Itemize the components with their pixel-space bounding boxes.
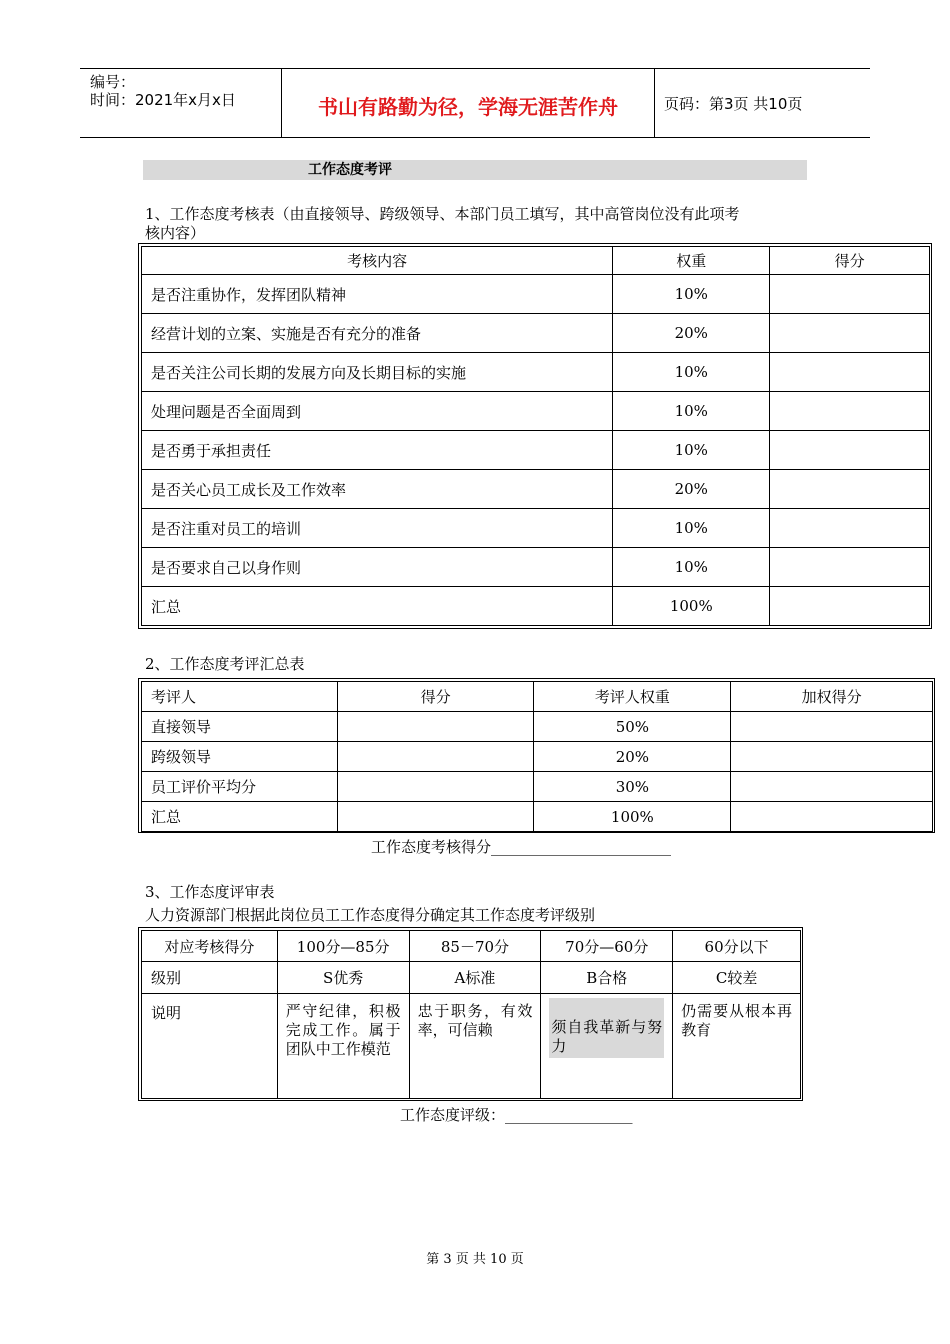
row-header: 说明 [142, 994, 278, 1099]
table-header-row [142, 247, 930, 275]
weight-cell: 50% [534, 712, 731, 742]
page-info: 页码：第3页 共10页 [664, 95, 803, 113]
weight-cell: 20% [613, 470, 770, 509]
level-cell: S优秀 [277, 962, 409, 994]
table-row [142, 392, 930, 431]
score-cell[interactable] [770, 353, 930, 392]
weighted-score-cell[interactable] [731, 802, 933, 832]
score-range-row [142, 931, 801, 962]
description-row [142, 994, 801, 1099]
assessment-item: 是否注重对员工的培训 [142, 509, 613, 548]
level-row [142, 962, 801, 994]
score-cell[interactable] [770, 548, 930, 587]
weight-cell: 10% [613, 509, 770, 548]
column-header: 考评人 [142, 682, 338, 712]
column-header: 得分 [770, 247, 930, 275]
row-header: 对应考核得分 [142, 931, 278, 962]
score-range-cell: 85－70分 [409, 931, 541, 962]
weight-cell: 10% [613, 353, 770, 392]
row-header: 级别 [142, 962, 278, 994]
description-cell: 仍需要从根本再教育 [673, 994, 801, 1099]
weight-cell: 30% [534, 772, 731, 802]
table-row [142, 353, 930, 392]
score-cell[interactable] [770, 314, 930, 353]
attitude-score-line[interactable]: 工作态度考核得分________________________ [371, 838, 672, 856]
column-header: 考评人权重 [534, 682, 731, 712]
table-row [142, 275, 930, 314]
attitude-grade-line[interactable]: 工作态度评级：_________________ [400, 1106, 633, 1124]
section-title: 工作态度考评 [308, 162, 392, 178]
column-header: 加权得分 [731, 682, 933, 712]
time-label: 时间：2021年x月x日 [90, 91, 236, 109]
assessment-item: 经营计划的立案、实施是否有充分的准备 [142, 314, 613, 353]
assessment-item: 是否勇于承担责任 [142, 431, 613, 470]
part2-heading: 2、工作态度考评汇总表 [145, 655, 305, 673]
score-range-cell: 60分以下 [673, 931, 801, 962]
score-cell[interactable] [770, 470, 930, 509]
column-header: 得分 [337, 682, 534, 712]
assessment-item: 处理问题是否全面周到 [142, 392, 613, 431]
assessment-item: 汇总 [142, 587, 613, 626]
score-cell[interactable] [770, 587, 930, 626]
weight-cell: 10% [613, 431, 770, 470]
description-cell-wrap [541, 994, 673, 1099]
table-row [142, 772, 933, 802]
score-cell[interactable] [337, 772, 534, 802]
level-cell: A标准 [409, 962, 541, 994]
table-row-total [142, 587, 930, 626]
weight-cell: 20% [613, 314, 770, 353]
evaluator-cell: 员工评价平均分 [142, 772, 338, 802]
score-cell[interactable] [770, 275, 930, 314]
score-cell[interactable] [337, 712, 534, 742]
evaluator-cell: 直接领导 [142, 712, 338, 742]
part3-intro: 人力资源部门根据此岗位员工工作态度得分确定其工作态度考评级别 [145, 906, 596, 924]
weight-cell: 20% [534, 742, 731, 772]
table-row [142, 712, 933, 742]
table-header-row [142, 682, 933, 712]
table-row [142, 314, 930, 353]
score-cell[interactable] [770, 392, 930, 431]
table-row [142, 548, 930, 587]
score-cell[interactable] [337, 742, 534, 772]
evaluator-cell: 跨级领导 [142, 742, 338, 772]
attitude-summary-table [141, 681, 933, 832]
part1-heading-line1: 1、工作态度考核表（由直接领导、跨级领导、本部门员工填写，其中高管岗位没有此项考 [145, 205, 740, 223]
attitude-assessment-table [141, 246, 930, 626]
column-header: 考核内容 [142, 247, 613, 275]
description-cell: 严守纪律，积极完成工作。属于团队中工作模范 [277, 994, 409, 1099]
page-footer: 第 3 页 共 10 页 [426, 1252, 524, 1267]
assessment-item: 是否关心员工成长及工作效率 [142, 470, 613, 509]
evaluator-cell: 汇总 [142, 802, 338, 832]
assessment-item: 是否要求自己以身作则 [142, 548, 613, 587]
score-cell[interactable] [337, 802, 534, 832]
motto: 书山有路勤为径，学海无涯苦作舟 [318, 95, 618, 119]
description-cell: 须自我革新与努力 [549, 998, 664, 1058]
assessment-item: 是否注重协作，发挥团队精神 [142, 275, 613, 314]
level-cell: B合格 [541, 962, 673, 994]
score-range-cell: 70分—60分 [541, 931, 673, 962]
score-cell[interactable] [770, 431, 930, 470]
weight-cell: 10% [613, 392, 770, 431]
number-label: 编号： [90, 73, 136, 91]
weight-cell: 100% [534, 802, 731, 832]
table-row-total [142, 802, 933, 832]
weight-cell: 10% [613, 548, 770, 587]
description-cell: 忠于职务，有效率，可信赖 [409, 994, 541, 1099]
part1-heading-line2: 核内容） [145, 224, 206, 242]
assessment-item: 是否关注公司长期的发展方向及长期目标的实施 [142, 353, 613, 392]
score-cell[interactable] [770, 509, 930, 548]
level-cell: C较差 [673, 962, 801, 994]
weighted-score-cell[interactable] [731, 712, 933, 742]
weighted-score-cell[interactable] [731, 742, 933, 772]
header-divider [654, 69, 655, 137]
table-row [142, 431, 930, 470]
page-header [80, 68, 870, 138]
attitude-review-table [141, 930, 801, 1099]
table-row [142, 470, 930, 509]
section-title-bar [143, 160, 807, 180]
table-row [142, 509, 930, 548]
column-header: 权重 [613, 247, 770, 275]
part3-heading: 3、工作态度评审表 [145, 883, 275, 901]
weight-cell: 100% [613, 587, 770, 626]
score-range-cell: 100分—85分 [277, 931, 409, 962]
table-row [142, 742, 933, 772]
weight-cell: 10% [613, 275, 770, 314]
weighted-score-cell[interactable] [731, 772, 933, 802]
